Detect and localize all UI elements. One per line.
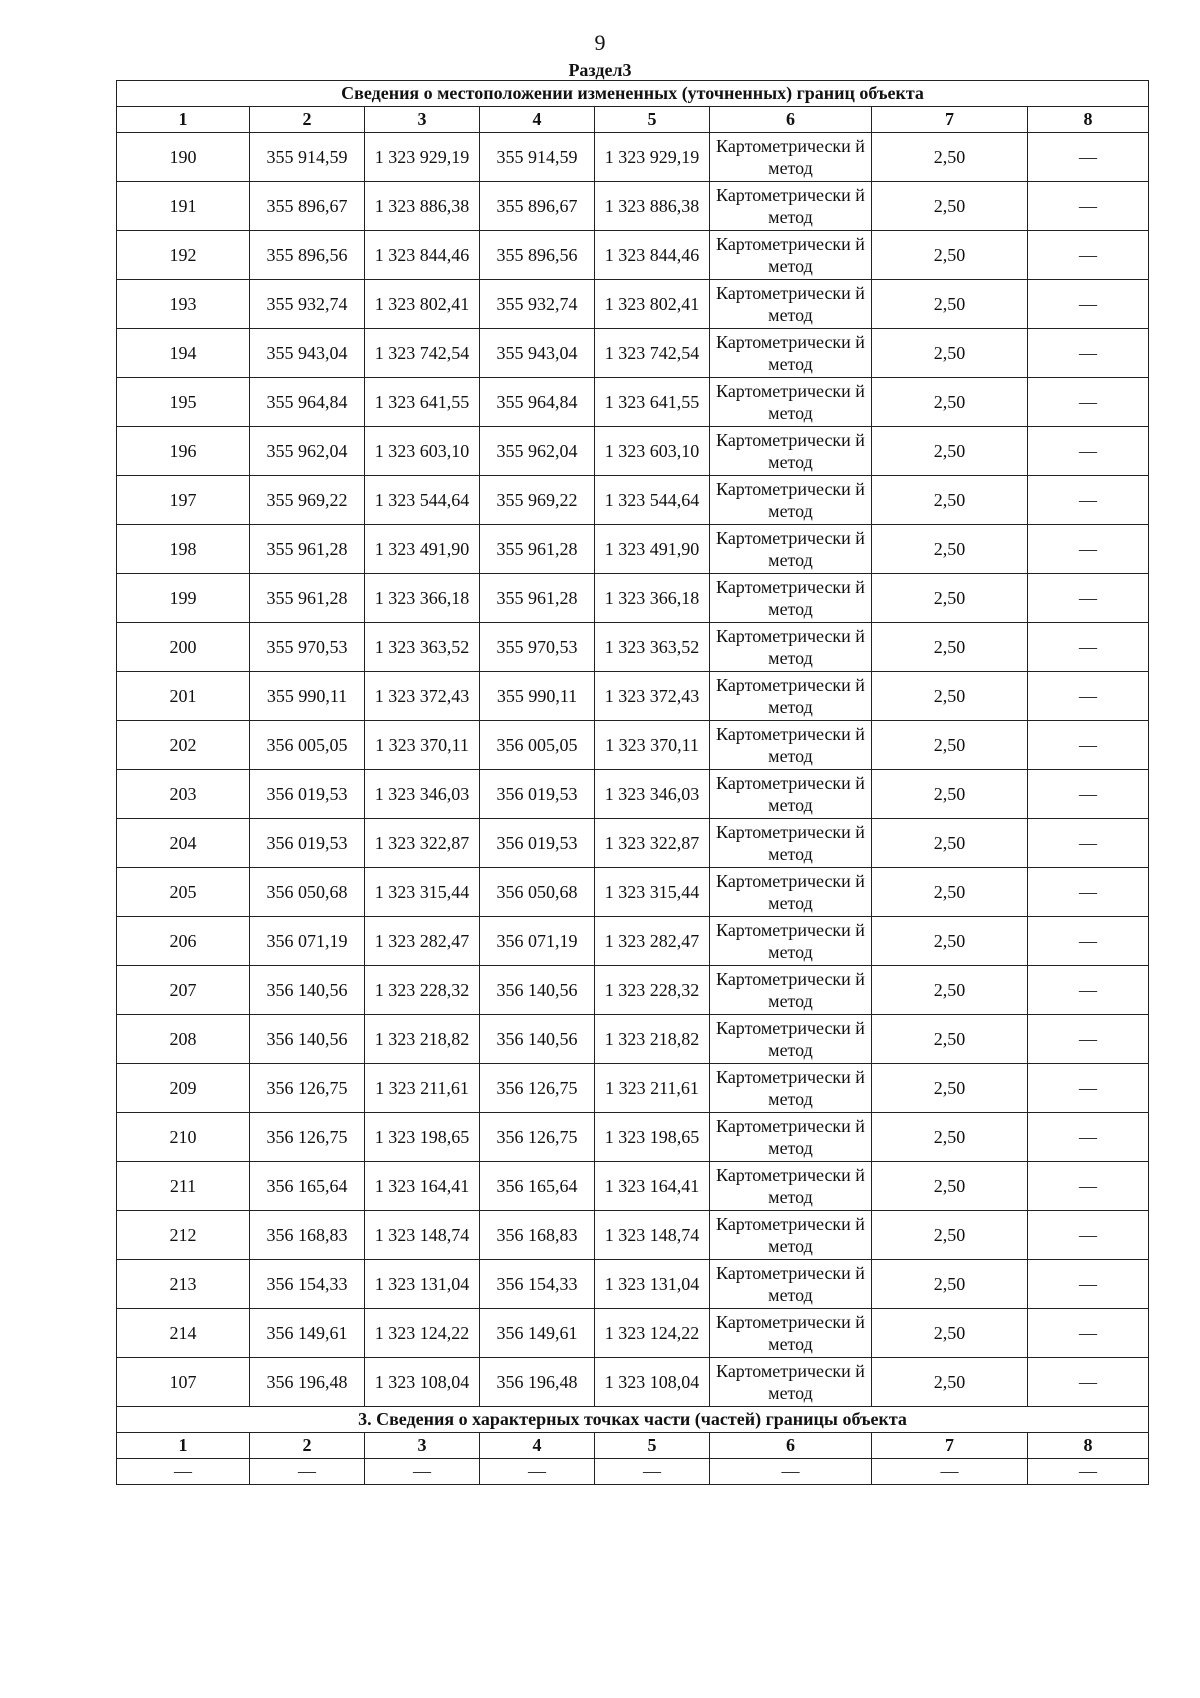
y-old-cell: 1 323 218,82 <box>365 1015 480 1064</box>
description-cell: — <box>1028 1113 1149 1162</box>
x-new-cell: 356 019,53 <box>480 819 595 868</box>
table-row <box>117 182 1149 231</box>
y-new-cell: 1 323 372,43 <box>595 672 710 721</box>
method-cell: Картометрически й метод <box>710 574 872 623</box>
column-number: 8 <box>1028 107 1149 133</box>
y-new-cell: 1 323 218,82 <box>595 1015 710 1064</box>
y-new-cell: 1 323 124,22 <box>595 1309 710 1358</box>
accuracy-cell: 2,50 <box>872 525 1028 574</box>
x-old-cell: 355 970,53 <box>250 623 365 672</box>
y-old-cell: 1 323 370,11 <box>365 721 480 770</box>
x-old-cell: 356 149,61 <box>250 1309 365 1358</box>
point-number-cell: 196 <box>117 427 250 476</box>
x-new-cell: 356 149,61 <box>480 1309 595 1358</box>
x-new-cell: 355 962,04 <box>480 427 595 476</box>
accuracy-cell: 2,50 <box>872 476 1028 525</box>
x-old-cell: 355 969,22 <box>250 476 365 525</box>
x-old-cell: 356 019,53 <box>250 819 365 868</box>
x-old-cell: 355 961,28 <box>250 525 365 574</box>
table-row <box>117 476 1149 525</box>
point-number-cell: 214 <box>117 1309 250 1358</box>
y-new-cell: 1 323 211,61 <box>595 1064 710 1113</box>
accuracy-cell: 2,50 <box>872 427 1028 476</box>
x-old-cell: 356 154,33 <box>250 1260 365 1309</box>
x-old-cell: 355 932,74 <box>250 280 365 329</box>
y-new-cell: 1 323 315,44 <box>595 868 710 917</box>
table-row <box>117 1162 1149 1211</box>
x-old-cell: 356 050,68 <box>250 868 365 917</box>
point-number-cell: 197 <box>117 476 250 525</box>
method-cell: Картометрически й метод <box>710 280 872 329</box>
accuracy-cell: 2,50 <box>872 1064 1028 1113</box>
y-old-cell: 1 323 315,44 <box>365 868 480 917</box>
x-new-cell: 355 961,28 <box>480 525 595 574</box>
accuracy-cell: 2,50 <box>872 966 1028 1015</box>
table-row <box>117 231 1149 280</box>
column-number: 5 <box>595 1433 710 1459</box>
table-row <box>117 1064 1149 1113</box>
y-old-cell: 1 323 886,38 <box>365 182 480 231</box>
point-number-cell: 205 <box>117 868 250 917</box>
point-number-cell: 202 <box>117 721 250 770</box>
table-row <box>117 672 1149 721</box>
x-new-cell: 356 168,83 <box>480 1211 595 1260</box>
x-old-cell: 355 896,67 <box>250 182 365 231</box>
y-old-cell: 1 323 802,41 <box>365 280 480 329</box>
table-cell: — <box>117 1459 250 1485</box>
point-number-cell: 212 <box>117 1211 250 1260</box>
point-number-cell: 200 <box>117 623 250 672</box>
point-number-cell: 213 <box>117 1260 250 1309</box>
y-new-cell: 1 323 346,03 <box>595 770 710 819</box>
y-new-cell: 1 323 641,55 <box>595 378 710 427</box>
method-cell: Картометрически й метод <box>710 329 872 378</box>
y-old-cell: 1 323 929,19 <box>365 133 480 182</box>
y-old-cell: 1 323 108,04 <box>365 1358 480 1407</box>
x-old-cell: 355 943,04 <box>250 329 365 378</box>
point-number-cell: 210 <box>117 1113 250 1162</box>
accuracy-cell: 2,50 <box>872 1162 1028 1211</box>
column-number: 7 <box>872 1433 1028 1459</box>
y-new-cell: 1 323 366,18 <box>595 574 710 623</box>
table-cell: — <box>250 1459 365 1485</box>
description-cell: — <box>1028 819 1149 868</box>
method-cell: Картометрически й метод <box>710 770 872 819</box>
method-cell: Картометрически й метод <box>710 1113 872 1162</box>
method-cell: Картометрически й метод <box>710 1162 872 1211</box>
coordinates-table <box>116 80 1149 1485</box>
point-number-cell: 107 <box>117 1358 250 1407</box>
y-old-cell: 1 323 844,46 <box>365 231 480 280</box>
point-number-cell: 208 <box>117 1015 250 1064</box>
description-cell: — <box>1028 1260 1149 1309</box>
table-row <box>117 819 1149 868</box>
description-cell: — <box>1028 476 1149 525</box>
accuracy-cell: 2,50 <box>872 623 1028 672</box>
y-old-cell: 1 323 363,52 <box>365 623 480 672</box>
y-old-cell: 1 323 164,41 <box>365 1162 480 1211</box>
column-number-row <box>117 107 1149 133</box>
description-cell: — <box>1028 427 1149 476</box>
parts-column-number-row <box>117 1433 1149 1459</box>
description-cell: — <box>1028 770 1149 819</box>
y-new-cell: 1 323 198,65 <box>595 1113 710 1162</box>
x-new-cell: 355 961,28 <box>480 574 595 623</box>
point-number-cell: 190 <box>117 133 250 182</box>
y-old-cell: 1 323 228,32 <box>365 966 480 1015</box>
y-new-cell: 1 323 370,11 <box>595 721 710 770</box>
accuracy-cell: 2,50 <box>872 1113 1028 1162</box>
description-cell: — <box>1028 1211 1149 1260</box>
description-cell: — <box>1028 1015 1149 1064</box>
description-cell: — <box>1028 574 1149 623</box>
description-cell: — <box>1028 868 1149 917</box>
x-new-cell: 356 196,48 <box>480 1358 595 1407</box>
description-cell: — <box>1028 525 1149 574</box>
description-cell: — <box>1028 1309 1149 1358</box>
column-number: 3 <box>365 107 480 133</box>
point-number-cell: 207 <box>117 966 250 1015</box>
method-cell: Картометрически й метод <box>710 1260 872 1309</box>
accuracy-cell: 2,50 <box>872 672 1028 721</box>
x-new-cell: 355 969,22 <box>480 476 595 525</box>
method-cell: Картометрически й метод <box>710 672 872 721</box>
x-new-cell: 356 165,64 <box>480 1162 595 1211</box>
y-old-cell: 1 323 603,10 <box>365 427 480 476</box>
point-number-cell: 199 <box>117 574 250 623</box>
x-new-cell: 356 140,56 <box>480 1015 595 1064</box>
x-new-cell: 356 126,75 <box>480 1113 595 1162</box>
y-new-cell: 1 323 164,41 <box>595 1162 710 1211</box>
method-cell: Картометрически й метод <box>710 133 872 182</box>
method-cell: Картометрически й метод <box>710 1309 872 1358</box>
method-cell: Картометрически й метод <box>710 231 872 280</box>
accuracy-cell: 2,50 <box>872 868 1028 917</box>
y-new-cell: 1 323 108,04 <box>595 1358 710 1407</box>
x-old-cell: 356 168,83 <box>250 1211 365 1260</box>
y-old-cell: 1 323 282,47 <box>365 917 480 966</box>
table-row <box>117 1260 1149 1309</box>
point-number-cell: 211 <box>117 1162 250 1211</box>
x-old-cell: 356 140,56 <box>250 1015 365 1064</box>
column-number: 7 <box>872 107 1028 133</box>
y-new-cell: 1 323 742,54 <box>595 329 710 378</box>
table-row <box>117 868 1149 917</box>
x-old-cell: 356 019,53 <box>250 770 365 819</box>
table-row <box>117 329 1149 378</box>
x-old-cell: 355 896,56 <box>250 231 365 280</box>
table-row <box>117 280 1149 329</box>
section-label: Раздел3 <box>568 60 632 80</box>
y-old-cell: 1 323 322,87 <box>365 819 480 868</box>
description-cell: — <box>1028 721 1149 770</box>
description-cell: — <box>1028 1162 1149 1211</box>
table-row <box>117 721 1149 770</box>
y-new-cell: 1 323 844,46 <box>595 231 710 280</box>
x-new-cell: 355 970,53 <box>480 623 595 672</box>
accuracy-cell: 2,50 <box>872 1211 1028 1260</box>
table-cell: — <box>872 1459 1028 1485</box>
x-new-cell: 355 990,11 <box>480 672 595 721</box>
table-row <box>117 378 1149 427</box>
accuracy-cell: 2,50 <box>872 819 1028 868</box>
method-cell: Картометрически й метод <box>710 525 872 574</box>
accuracy-cell: 2,50 <box>872 1358 1028 1407</box>
x-old-cell: 356 071,19 <box>250 917 365 966</box>
column-number: 5 <box>595 107 710 133</box>
method-cell: Картометрически й метод <box>710 378 872 427</box>
y-old-cell: 1 323 366,18 <box>365 574 480 623</box>
table-row <box>117 525 1149 574</box>
x-new-cell: 355 914,59 <box>480 133 595 182</box>
x-old-cell: 356 126,75 <box>250 1113 365 1162</box>
table-row <box>117 917 1149 966</box>
point-number-cell: 195 <box>117 378 250 427</box>
method-cell: Картометрически й метод <box>710 1064 872 1113</box>
table-row <box>117 1113 1149 1162</box>
column-number: 4 <box>480 1433 595 1459</box>
table-row <box>117 1358 1149 1407</box>
y-new-cell: 1 323 228,32 <box>595 966 710 1015</box>
description-cell: — <box>1028 1064 1149 1113</box>
description-cell: — <box>1028 623 1149 672</box>
x-new-cell: 356 071,19 <box>480 917 595 966</box>
column-number: 4 <box>480 107 595 133</box>
method-cell: Картометрически й метод <box>710 966 872 1015</box>
column-number: 2 <box>250 1433 365 1459</box>
y-old-cell: 1 323 641,55 <box>365 378 480 427</box>
column-number: 1 <box>117 107 250 133</box>
accuracy-cell: 2,50 <box>872 231 1028 280</box>
table-row <box>117 1015 1149 1064</box>
accuracy-cell: 2,50 <box>872 378 1028 427</box>
y-old-cell: 1 323 198,65 <box>365 1113 480 1162</box>
description-cell: — <box>1028 182 1149 231</box>
table-cell: — <box>480 1459 595 1485</box>
y-old-cell: 1 323 372,43 <box>365 672 480 721</box>
table-row <box>117 1211 1149 1260</box>
x-new-cell: 356 050,68 <box>480 868 595 917</box>
accuracy-cell: 2,50 <box>872 1309 1028 1358</box>
x-new-cell: 355 896,67 <box>480 182 595 231</box>
accuracy-cell: 2,50 <box>872 770 1028 819</box>
x-new-cell: 356 140,56 <box>480 966 595 1015</box>
accuracy-cell: 2,50 <box>872 721 1028 770</box>
point-number-cell: 194 <box>117 329 250 378</box>
accuracy-cell: 2,50 <box>872 133 1028 182</box>
description-cell: — <box>1028 917 1149 966</box>
table-row <box>117 574 1149 623</box>
y-new-cell: 1 323 544,64 <box>595 476 710 525</box>
x-new-cell: 355 943,04 <box>480 329 595 378</box>
table-cell: — <box>1028 1459 1149 1485</box>
y-old-cell: 1 323 131,04 <box>365 1260 480 1309</box>
description-cell: — <box>1028 329 1149 378</box>
column-number: 8 <box>1028 1433 1149 1459</box>
y-new-cell: 1 323 322,87 <box>595 819 710 868</box>
x-old-cell: 355 914,59 <box>250 133 365 182</box>
method-cell: Картометрически й метод <box>710 868 872 917</box>
method-cell: Картометрически й метод <box>710 1015 872 1064</box>
y-old-cell: 1 323 211,61 <box>365 1064 480 1113</box>
parts-table-title-row <box>117 1407 1149 1433</box>
y-new-cell: 1 323 603,10 <box>595 427 710 476</box>
method-cell: Картометрически й метод <box>710 1358 872 1407</box>
y-new-cell: 1 323 802,41 <box>595 280 710 329</box>
point-number-cell: 209 <box>117 1064 250 1113</box>
x-old-cell: 356 005,05 <box>250 721 365 770</box>
point-number-cell: 204 <box>117 819 250 868</box>
column-number: 6 <box>710 107 872 133</box>
x-new-cell: 356 126,75 <box>480 1064 595 1113</box>
y-old-cell: 1 323 544,64 <box>365 476 480 525</box>
x-new-cell: 356 019,53 <box>480 770 595 819</box>
description-cell: — <box>1028 378 1149 427</box>
description-cell: — <box>1028 133 1149 182</box>
point-number-cell: 193 <box>117 280 250 329</box>
x-new-cell: 355 932,74 <box>480 280 595 329</box>
x-new-cell: 356 005,05 <box>480 721 595 770</box>
table-row <box>117 427 1149 476</box>
x-old-cell: 355 961,28 <box>250 574 365 623</box>
accuracy-cell: 2,50 <box>872 1260 1028 1309</box>
y-new-cell: 1 323 148,74 <box>595 1211 710 1260</box>
y-new-cell: 1 323 491,90 <box>595 525 710 574</box>
page-number: 9 <box>594 30 606 55</box>
description-cell: — <box>1028 280 1149 329</box>
table-row <box>117 1309 1149 1358</box>
table-row <box>117 623 1149 672</box>
column-number: 6 <box>710 1433 872 1459</box>
method-cell: Картометрически й метод <box>710 1211 872 1260</box>
method-cell: Картометрически й метод <box>710 917 872 966</box>
table-title: Сведения о местоположении измененных (уточненных) границ объекта <box>117 81 1149 107</box>
accuracy-cell: 2,50 <box>872 182 1028 231</box>
parts-empty-row <box>117 1459 1149 1485</box>
point-number-cell: 198 <box>117 525 250 574</box>
x-old-cell: 355 964,84 <box>250 378 365 427</box>
method-cell: Картометрически й метод <box>710 476 872 525</box>
y-old-cell: 1 323 742,54 <box>365 329 480 378</box>
x-old-cell: 356 126,75 <box>250 1064 365 1113</box>
accuracy-cell: 2,50 <box>872 280 1028 329</box>
column-number: 3 <box>365 1433 480 1459</box>
accuracy-cell: 2,50 <box>872 329 1028 378</box>
point-number-cell: 192 <box>117 231 250 280</box>
y-new-cell: 1 323 929,19 <box>595 133 710 182</box>
x-old-cell: 355 962,04 <box>250 427 365 476</box>
description-cell: — <box>1028 1358 1149 1407</box>
x-old-cell: 356 165,64 <box>250 1162 365 1211</box>
method-cell: Картометрически й метод <box>710 427 872 476</box>
y-new-cell: 1 323 282,47 <box>595 917 710 966</box>
table-cell: — <box>365 1459 480 1485</box>
y-old-cell: 1 323 148,74 <box>365 1211 480 1260</box>
table-row <box>117 770 1149 819</box>
accuracy-cell: 2,50 <box>872 917 1028 966</box>
parts-table-title: 3. Сведения о характерных точках части (частей) границы объекта <box>117 1407 1149 1433</box>
y-old-cell: 1 323 346,03 <box>365 770 480 819</box>
x-old-cell: 356 140,56 <box>250 966 365 1015</box>
method-cell: Картометрически й метод <box>710 721 872 770</box>
y-new-cell: 1 323 886,38 <box>595 182 710 231</box>
x-old-cell: 355 990,11 <box>250 672 365 721</box>
x-old-cell: 356 196,48 <box>250 1358 365 1407</box>
point-number-cell: 201 <box>117 672 250 721</box>
table-cell: — <box>595 1459 710 1485</box>
point-number-cell: 203 <box>117 770 250 819</box>
accuracy-cell: 2,50 <box>872 574 1028 623</box>
x-new-cell: 355 964,84 <box>480 378 595 427</box>
table-row <box>117 133 1149 182</box>
column-number: 1 <box>117 1433 250 1459</box>
description-cell: — <box>1028 966 1149 1015</box>
table-row <box>117 966 1149 1015</box>
point-number-cell: 206 <box>117 917 250 966</box>
y-old-cell: 1 323 491,90 <box>365 525 480 574</box>
x-new-cell: 355 896,56 <box>480 231 595 280</box>
method-cell: Картометрически й метод <box>710 623 872 672</box>
method-cell: Картометрически й метод <box>710 182 872 231</box>
method-cell: Картометрически й метод <box>710 819 872 868</box>
description-cell: — <box>1028 231 1149 280</box>
point-number-cell: 191 <box>117 182 250 231</box>
description-cell: — <box>1028 672 1149 721</box>
accuracy-cell: 2,50 <box>872 1015 1028 1064</box>
y-old-cell: 1 323 124,22 <box>365 1309 480 1358</box>
table-cell: — <box>710 1459 872 1485</box>
x-new-cell: 356 154,33 <box>480 1260 595 1309</box>
y-new-cell: 1 323 363,52 <box>595 623 710 672</box>
y-new-cell: 1 323 131,04 <box>595 1260 710 1309</box>
table-title-row <box>117 81 1149 107</box>
column-number: 2 <box>250 107 365 133</box>
